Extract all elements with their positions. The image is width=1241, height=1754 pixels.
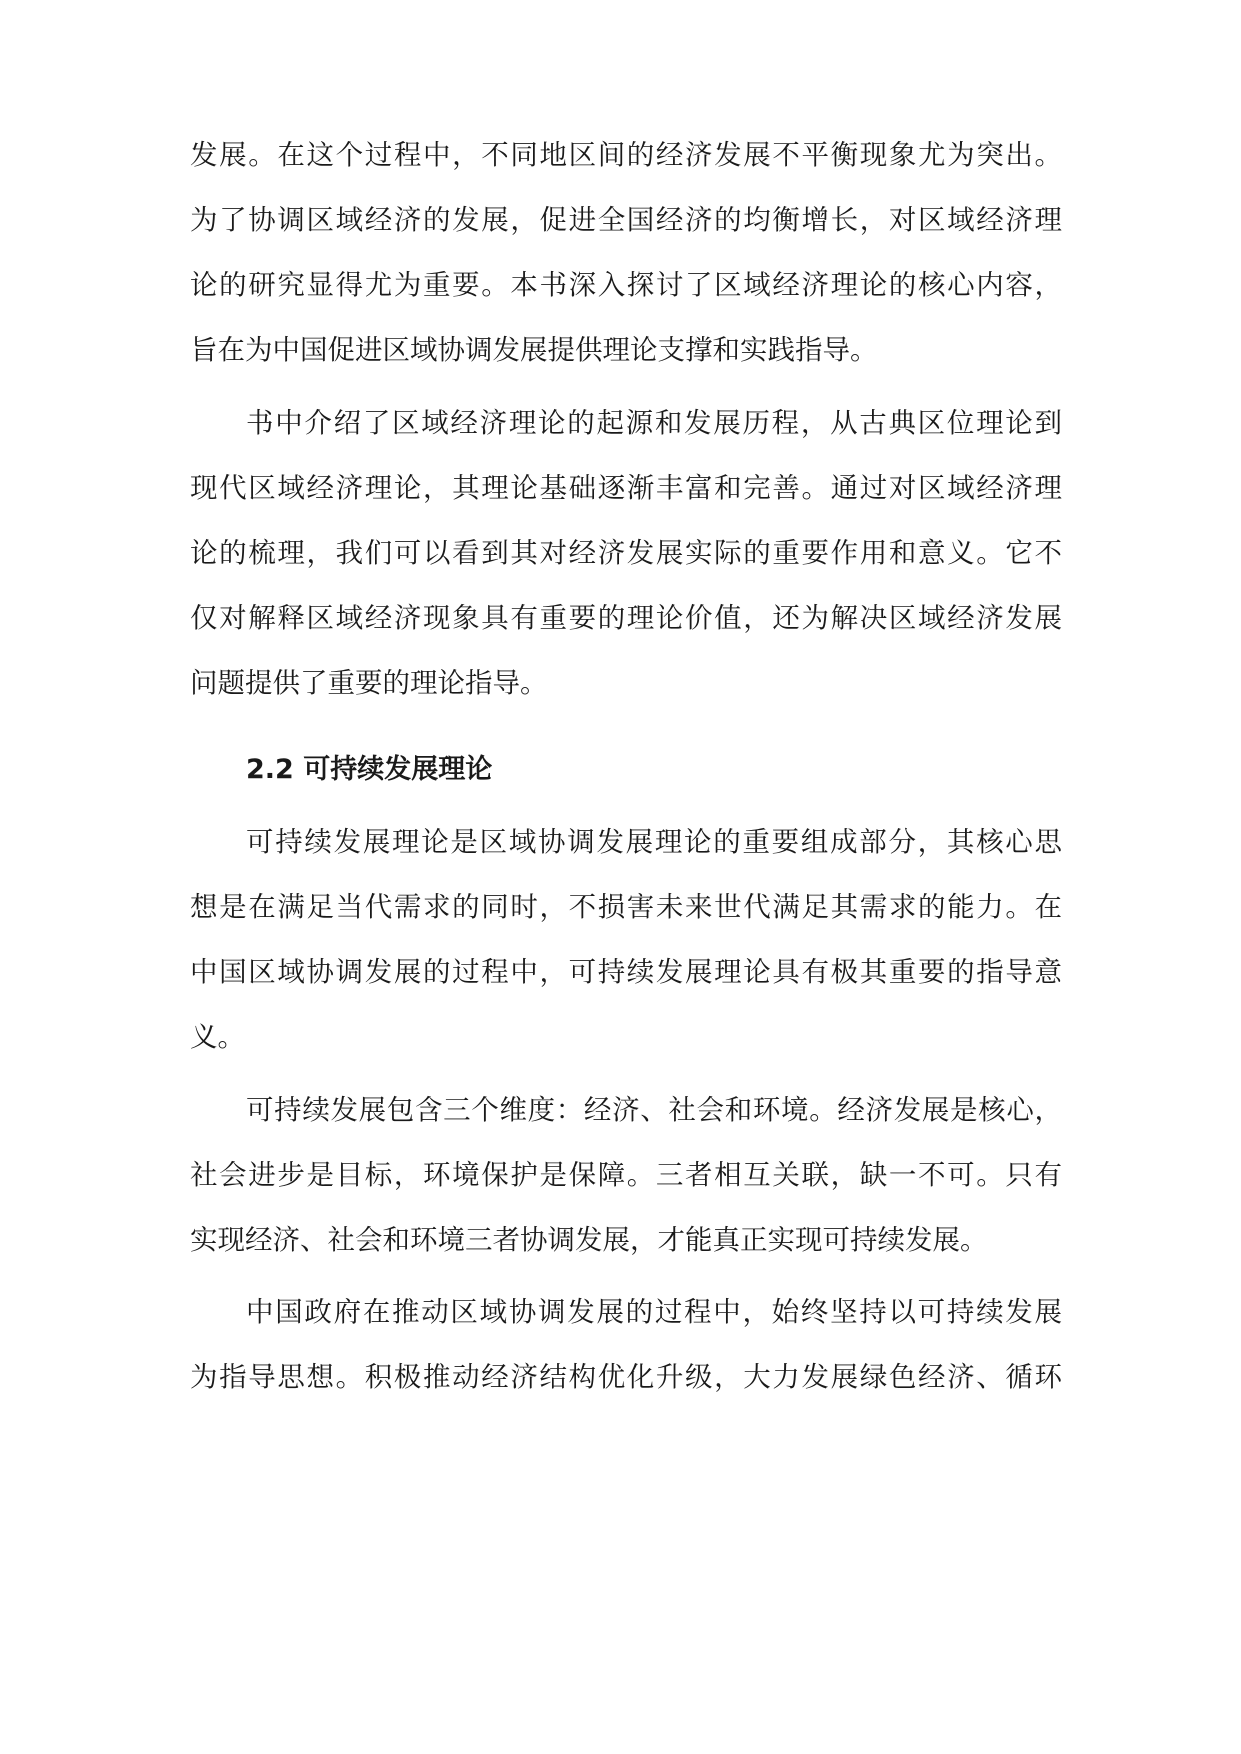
paragraph-4-line-1: 可持续发展包含三个维度：经济、社会和环境。经济发展是核心， xyxy=(246,1094,1062,1126)
paragraph-2-line-2: 现代区域经济理论，其理论基础逐渐丰富和完善。通过对区域经济理 xyxy=(190,472,1062,504)
paragraph-3-line-4: 义。 xyxy=(190,1021,245,1053)
paragraph-2-line-4: 仅对解释区域经济现象具有重要的理论价值，还为解决区域经济发展 xyxy=(190,602,1062,634)
paragraph-1-line-4: 旨在为中国促进区域协调发展提供理论支撑和实践指导。 xyxy=(190,334,878,366)
paragraph-5-line-2: 为指导思想。积极推动经济结构优化升级，大力发展绿色经济、循环 xyxy=(190,1361,1062,1393)
section-heading: 2.2 可持续发展理论 xyxy=(246,754,493,785)
paragraph-1-line-3: 论的研究显得尤为重要。本书深入探讨了区域经济理论的核心内容， xyxy=(190,269,1062,301)
paragraph-2-line-1: 书中介绍了区域经济理论的起源和发展历程，从古典区位理论到 xyxy=(246,407,1062,439)
paragraph-4-line-2: 社会进步是目标，环境保护是保障。三者相互关联，缺一不可。只有 xyxy=(190,1159,1062,1191)
paragraph-3-line-3: 中国区域协调发展的过程中，可持续发展理论具有极其重要的指导意 xyxy=(190,956,1062,988)
paragraph-1-line-1: 发展。在这个过程中，不同地区间的经济发展不平衡现象尤为突出。 xyxy=(190,139,1062,171)
paragraph-2-line-5: 问题提供了重要的理论指导。 xyxy=(190,667,548,699)
paragraph-3-line-2: 想是在满足当代需求的同时，不损害未来世代满足其需求的能力。在 xyxy=(190,891,1062,923)
paragraph-4-line-3: 实现经济、社会和环境三者协调发展，才能真正实现可持续发展。 xyxy=(190,1224,988,1256)
paragraph-2-line-3: 论的梳理，我们可以看到其对经济发展实际的重要作用和意义。它不 xyxy=(190,537,1062,569)
paragraph-1-line-2: 为了协调区域经济的发展，促进全国经济的均衡增长，对区域经济理 xyxy=(190,204,1062,236)
paragraph-5-line-1: 中国政府在推动区域协调发展的过程中，始终坚持以可持续发展 xyxy=(246,1296,1062,1328)
paragraph-3-line-1: 可持续发展理论是区域协调发展理论的重要组成部分，其核心思 xyxy=(246,826,1062,858)
